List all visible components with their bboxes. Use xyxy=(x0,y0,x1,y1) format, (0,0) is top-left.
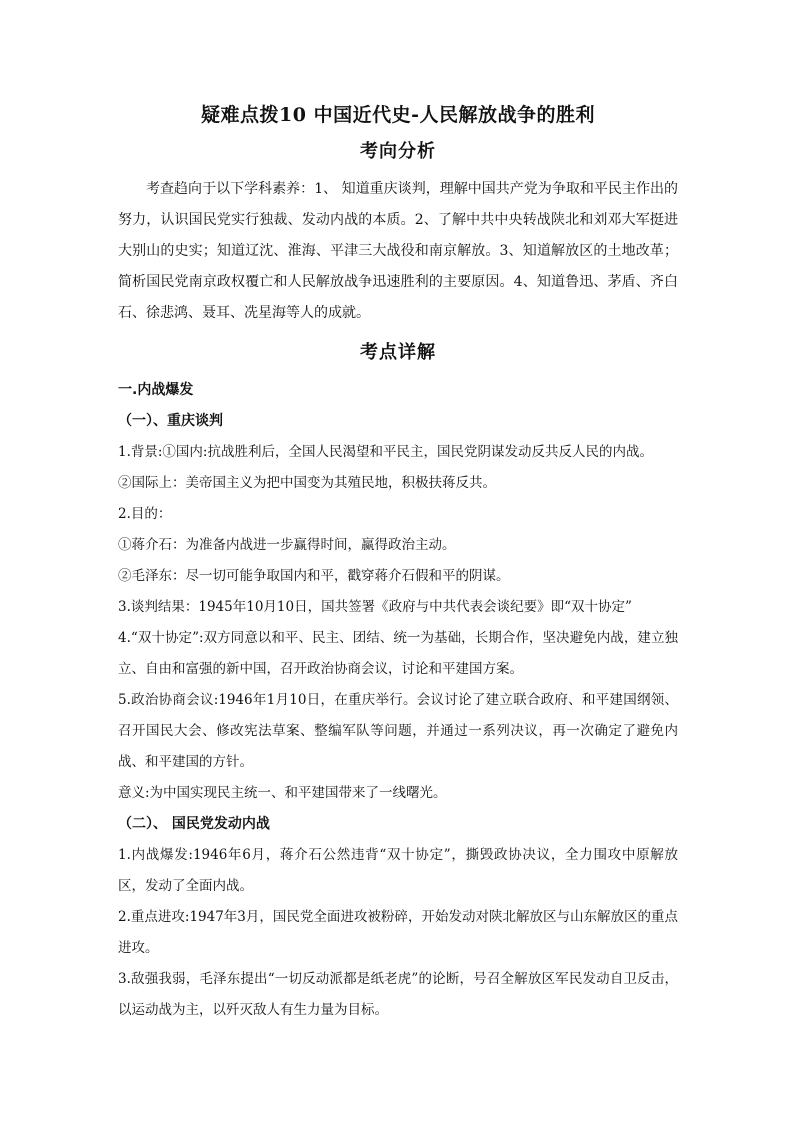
part1-heading: 一.内战爆发 xyxy=(118,382,194,398)
sub1-item-chiang: ①蒋介石：为准备内战进一步赢得时间，赢得政治主动。 xyxy=(118,537,456,553)
document-title: 疑难点拨10 中国近代史-人民解放战争的胜利 xyxy=(201,104,595,126)
sub1-item-international: ②国际上：美帝国主义为把中国变为其殖民地，积极扶蒋反共。 xyxy=(118,475,496,491)
sub1-item-mao: ②毛泽东：尽一切可能争取国内和平，戳穿蒋介石假和平的阴谋。 xyxy=(118,568,510,584)
sub1-item-conference: 5.政治协商会议:1946年1月10日，在重庆举行。会议讨论了建立联合政府、和平建国纲领、召开国民大会、修改宪法草案、整编军队等问题，并通过一系列决议，再一次确定了避免内战、和平建国的方针。 xyxy=(118,692,678,770)
sub1-item-background: 1.背景:①国内:抗战胜利后，全国人民渴望和平民主，国民党阴谋发动反共反人民的内战。 xyxy=(118,444,653,460)
sub2-item-outbreak: 1.内战爆发:1946年6月，蒋介石公然违背“双十协定”，撕毁政协决议，全力围攻中原解放区，发动了全面内战。 xyxy=(118,847,678,894)
sub2-item-offensive: 2.重点进攻:1947年3月，国民党全面进攻被粉碎，开始发动对陕北解放区与山东解放区的重点进攻。 xyxy=(118,909,678,956)
analysis-heading: 考向分析 xyxy=(360,141,436,162)
sub1-item-purpose: 2.目的： xyxy=(118,506,172,522)
sub2-heading: （二）、 国民党发动内战 xyxy=(118,816,270,832)
details-heading: 考点详解 xyxy=(360,342,436,363)
document-page xyxy=(118,100,678,1026)
spacer xyxy=(118,329,678,339)
sub1-item-significance: 意义:为中国实现民主统一、和平建国带来了一线曙光。 xyxy=(118,785,447,801)
sub1-item-result: 3.谈判结果：1945年10月10日，国共签署《政府与中共代表会谈纪要》即“双十协定” xyxy=(118,599,632,615)
sub2-item-paper-tiger: 3.敌强我弱，毛泽东提出“一切反动派都是纸老虎”的论断，号召全解放区军民发动自卫反击，以运动战为主，以歼灭敌人有生力量为目标。 xyxy=(118,971,678,1018)
analysis-paragraph: 考查趋向于以下学科素养：1、 知道重庆谈判，理解中国共产党为争取和平民主作出的努力，认识国民党实行独裁、发动内战的本质。2、了解中共中央转战陕北和刘邓大军挺进大别山的史实；知道辽沈、淮海、平津三大战役和南京解放。3、知道解放区的土地改革；简析国民党南京政权覆亡和人民解放战争迅速胜利的主要原因。4、知道鲁迅、茅盾、齐白石、徐悲鸿、聂耳、冼星海等人的成就。 xyxy=(118,181,678,321)
sub1-item-agreement: 4.“双十协定”:双方同意以和平、民主、团结、统一为基础，长期合作，坚决避免内战，建立独立、自由和富强的新中国，召开政治协商会议，讨论和平建国方案。 xyxy=(118,630,678,677)
sub1-heading: （一）、重庆谈判 xyxy=(118,413,223,429)
